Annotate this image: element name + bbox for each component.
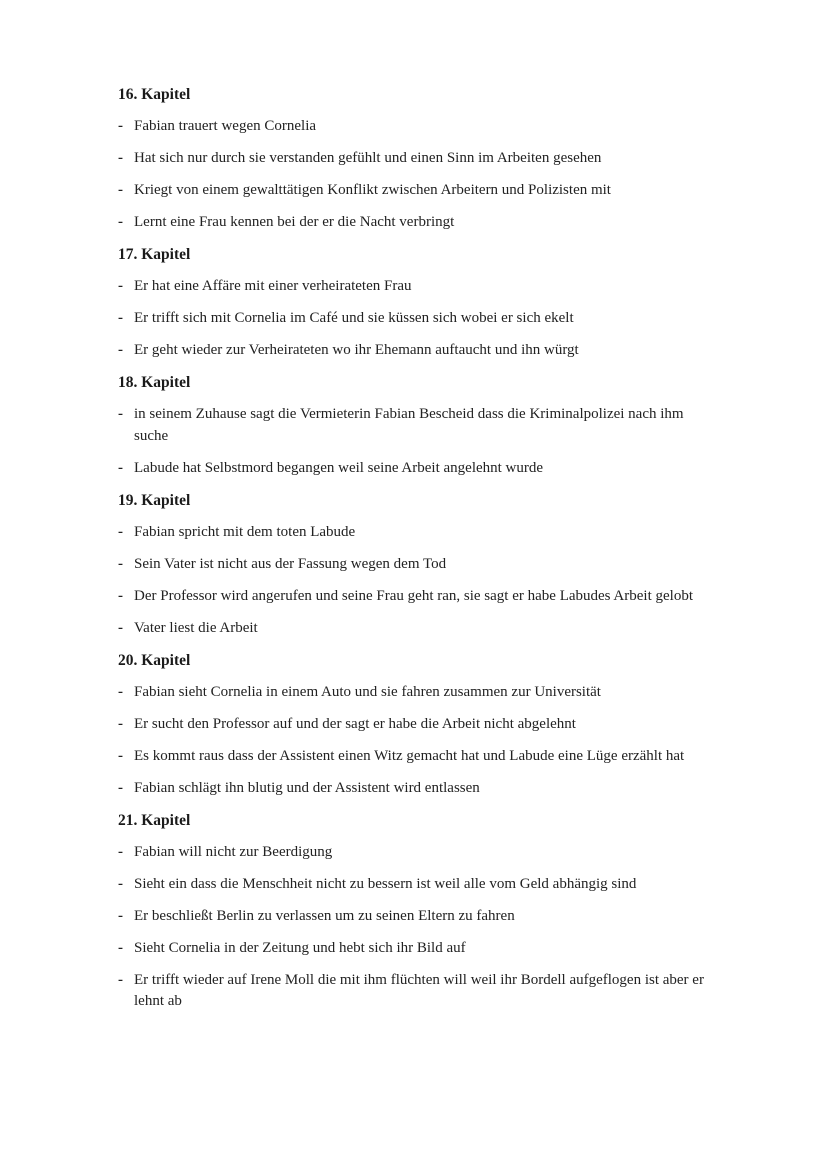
dash-bullet: - bbox=[118, 971, 123, 988]
list-item bbox=[118, 586, 718, 608]
list-item-text: Fabian will nicht zur Beerdigung bbox=[134, 843, 333, 860]
chapter-19 bbox=[118, 490, 718, 640]
list-item-text: Er sucht den Professor auf und der sagt er habe die Arbeit nicht abgelehnt bbox=[134, 715, 576, 732]
list-item bbox=[118, 970, 718, 1013]
list-item bbox=[118, 746, 718, 768]
chapter-18 bbox=[118, 372, 718, 479]
dash-bullet: - bbox=[118, 150, 123, 166]
list-item bbox=[118, 842, 718, 864]
list-item-text: Sein Vater ist nicht aus der Fassung wegen dem Tod bbox=[134, 555, 447, 572]
dash-bullet: - bbox=[118, 907, 123, 924]
chapter-items bbox=[118, 116, 718, 234]
list-item-text: Fabian sieht Cornelia in einem Auto und sie fahren zusammen zur Universität bbox=[134, 683, 601, 700]
list-item-text: Er geht wieder zur Verheirateten wo ihr Ehemann auftaucht und ihn würgt bbox=[134, 342, 579, 358]
chapter-items bbox=[118, 404, 718, 479]
list-item bbox=[118, 458, 718, 480]
dash-bullet: - bbox=[118, 875, 123, 892]
list-item-text: Der Professor wird angerufen und seine Frau geht ran, sie sagt er habe Labudes Arbeit gelobt bbox=[134, 587, 693, 604]
list-item bbox=[118, 778, 718, 800]
list-item-text: Labude hat Selbstmord begangen weil seine Arbeit angelehnt wurde bbox=[134, 459, 544, 476]
list-item bbox=[118, 340, 718, 362]
document-page bbox=[118, 84, 718, 1023]
list-item bbox=[118, 522, 718, 544]
list-item bbox=[118, 276, 718, 298]
chapter-21 bbox=[118, 810, 718, 1013]
dash-bullet: - bbox=[118, 278, 123, 294]
list-item bbox=[118, 116, 718, 138]
dash-bullet: - bbox=[118, 619, 123, 636]
chapter-title: 16. Kapitel bbox=[118, 86, 191, 103]
dash-bullet: - bbox=[118, 747, 123, 764]
list-item bbox=[118, 554, 718, 576]
list-item bbox=[118, 180, 718, 202]
list-item bbox=[118, 682, 718, 704]
list-item bbox=[118, 874, 718, 896]
dash-bullet: - bbox=[118, 214, 123, 230]
chapter-items bbox=[118, 842, 718, 1013]
chapter-items bbox=[118, 276, 718, 362]
dash-bullet: - bbox=[118, 182, 123, 198]
list-item bbox=[118, 906, 718, 928]
chapter-items bbox=[118, 522, 718, 640]
list-item-text: Er trifft sich mit Cornelia im Café und sie küssen sich wobei er sich ekelt bbox=[134, 310, 574, 326]
dash-bullet: - bbox=[118, 939, 123, 956]
chapter-16 bbox=[118, 84, 718, 234]
list-item-text: Sieht ein dass die Menschheit nicht zu bessern ist weil alle vom Geld abhängig sind bbox=[134, 875, 637, 892]
chapter-20 bbox=[118, 650, 718, 800]
list-item-text: in seinem Zuhause sagt die Vermieterin Fabian Bescheid dass die Kriminalpolizei nach ihm suche bbox=[134, 406, 684, 444]
list-item-text: Fabian spricht mit dem toten Labude bbox=[134, 523, 356, 540]
chapter-title: 18. Kapitel bbox=[118, 374, 191, 391]
dash-bullet: - bbox=[118, 779, 123, 796]
list-item-text: Er trifft wieder auf Irene Moll die mit ihm flüchten will weil ihr Bordell aufgeflogen ist aber er lehnt ab bbox=[134, 971, 704, 1009]
list-item-text: Es kommt raus dass der Assistent einen Witz gemacht hat und Labude eine Lüge erzählt hat bbox=[134, 747, 685, 764]
dash-bullet: - bbox=[118, 118, 123, 134]
dash-bullet: - bbox=[118, 310, 123, 326]
list-item-text: Er hat eine Affäre mit einer verheirateten Frau bbox=[134, 278, 412, 294]
list-item-text: Er beschließt Berlin zu verlassen um zu seinen Eltern zu fahren bbox=[134, 907, 515, 924]
dash-bullet: - bbox=[118, 342, 123, 358]
list-item-text: Hat sich nur durch sie verstanden gefühlt und einen Sinn im Arbeiten gesehen bbox=[134, 150, 602, 166]
dash-bullet: - bbox=[118, 843, 123, 860]
dash-bullet: - bbox=[118, 587, 123, 604]
list-item-text: Fabian schlägt ihn blutig und der Assistent wird entlassen bbox=[134, 779, 480, 796]
list-item bbox=[118, 938, 718, 960]
list-item-text: Kriegt von einem gewalttätigen Konflikt zwischen Arbeitern und Polizisten mit bbox=[134, 182, 611, 198]
list-item bbox=[118, 714, 718, 736]
list-item bbox=[118, 148, 718, 170]
chapter-title: 21. Kapitel bbox=[118, 811, 191, 829]
list-item-text: Lernt eine Frau kennen bei der er die Nacht verbringt bbox=[134, 214, 455, 230]
chapter-title: 20. Kapitel bbox=[118, 651, 191, 669]
list-item bbox=[118, 212, 718, 234]
dash-bullet: - bbox=[118, 459, 123, 476]
list-item-text: Sieht Cornelia in der Zeitung und hebt sich ihr Bild auf bbox=[134, 939, 466, 956]
chapter-title: 19. Kapitel bbox=[118, 491, 191, 509]
chapter-17 bbox=[118, 244, 718, 362]
dash-bullet: - bbox=[118, 523, 123, 540]
list-item bbox=[118, 404, 718, 447]
list-item bbox=[118, 618, 718, 640]
dash-bullet: - bbox=[118, 555, 123, 572]
list-item bbox=[118, 308, 718, 330]
chapter-items bbox=[118, 682, 718, 800]
dash-bullet: - bbox=[118, 715, 123, 732]
chapter-title: 17. Kapitel bbox=[118, 246, 191, 263]
dash-bullet: - bbox=[118, 406, 123, 422]
list-item-text: Vater liest die Arbeit bbox=[134, 619, 258, 636]
dash-bullet: - bbox=[118, 683, 123, 700]
list-item-text: Fabian trauert wegen Cornelia bbox=[134, 118, 317, 134]
